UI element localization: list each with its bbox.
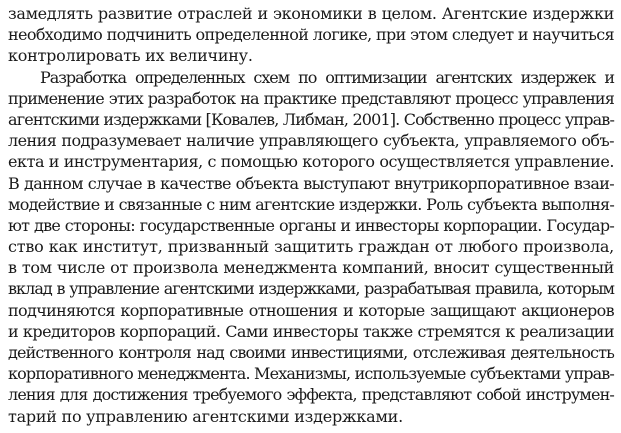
text-line: тарий по управлению агентскими издержками. <box>8 406 403 426</box>
text-line: и кредиторов корпораций. Сами инвесторы также стремятся к реализации <box>8 321 614 341</box>
text-line: ления подразумевает наличие управляющего субъекта, управляемого объ- <box>8 131 614 151</box>
text-line: замедлять развитие отраслей и экономики в целом. Агентские издержки <box>8 4 614 23</box>
text-line: ления для достижения требуемого эффекта, представляют собой инструмен- <box>8 385 614 405</box>
text-line: контролировать их величину. <box>8 46 253 66</box>
text-line: корпоративного менеджмента. Механизмы, используемые субъектами управ- <box>8 364 614 384</box>
text-line: екта и инструментария, с помощью которого осуществляется управление. <box>8 152 614 172</box>
paragraph-2 <box>8 67 614 427</box>
text-line: ство как институт, призванный защитить граждан от любого произвола, <box>8 237 614 257</box>
text-line: ют две стороны: государственные органы и инвесторы корпорации. Государ- <box>8 215 614 235</box>
text-line: модействие и связанные с ним агентские издержки. Роль субъекта выполня- <box>8 194 614 214</box>
text-line: действенного контроля над своими инвестициями, отслеживая деятельность <box>8 343 614 362</box>
text-line: в том числе от произвола менеджмента компаний, вносит существенный <box>8 258 614 278</box>
text-line: агентскими издержками [Ковалев, Либман, 2001]. Собственно процесс управ- <box>8 109 614 129</box>
text-line: В данном случае в качестве объекта выступают внутрикорпоративное взаи- <box>8 173 614 193</box>
text-line: подчиняются корпоративные отношения и которые защищают акционеров <box>8 300 614 320</box>
text-line: необходимо подчинить определенной логике, при этом следует и научиться <box>8 25 614 45</box>
text-line: применение этих разработок на практике представляют процесс управления <box>8 88 614 108</box>
text-line: вклад в управление агентскими издержками, разрабатывая правила, которым <box>8 279 614 299</box>
document-page <box>8 3 614 427</box>
paragraph-1 <box>8 3 614 67</box>
text-line: Разработка определенных схем по оптимизации агентских издержек и <box>40 67 614 87</box>
